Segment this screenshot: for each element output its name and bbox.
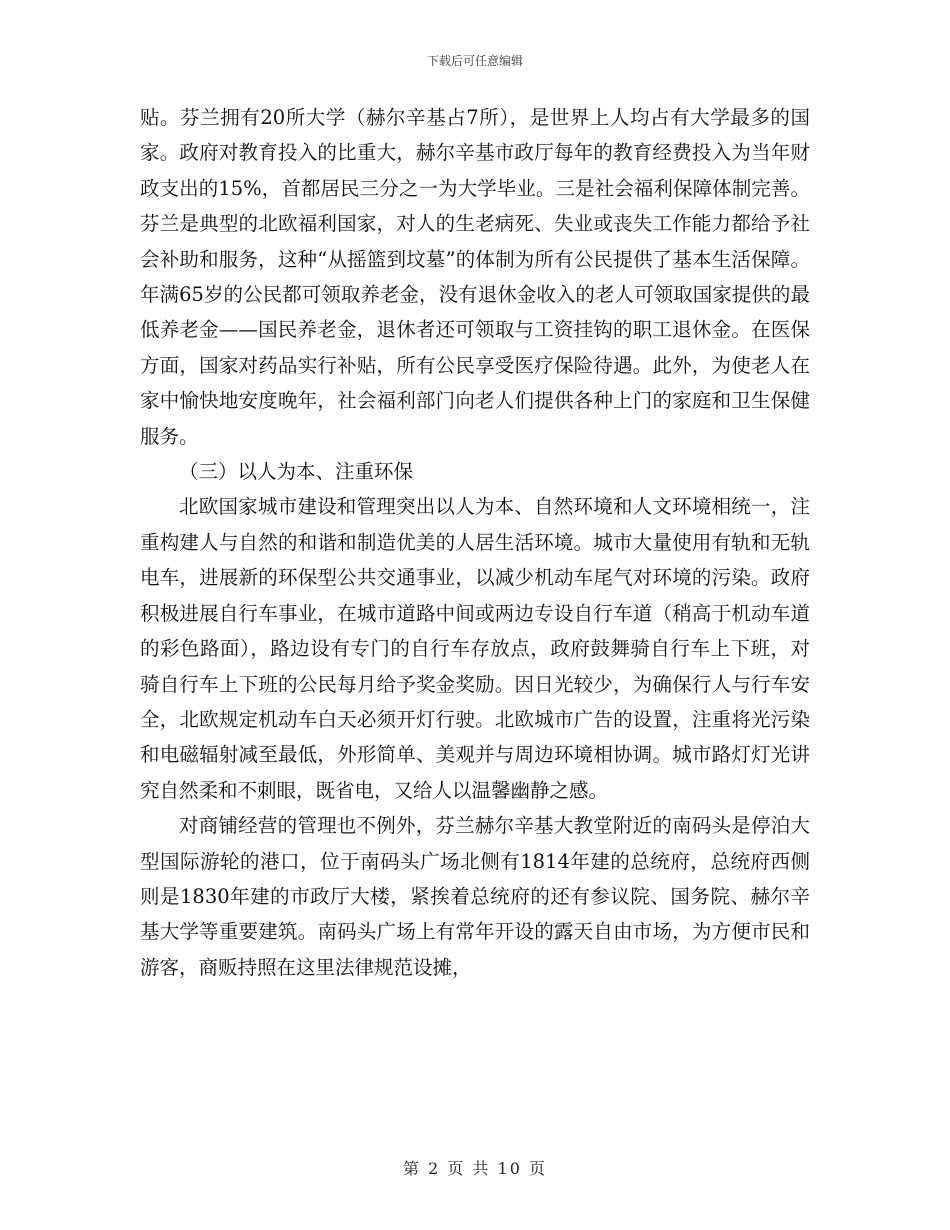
page-footer: 第 2 页 共 10 页	[403, 1159, 547, 1178]
section-heading: （三）以人为本、注重环保	[179, 460, 414, 484]
paragraph-welfare: 贴。芬兰拥有20所大学（赫尔辛基占7所），是世界上人均占有大学最多的国家。政府对教育投入的比重大，赫尔辛基市政厅每年的教育经费投入为当年财政支出的15%，首都居民三分之一为大学毕业。三是社会福利保障体制完善。芬兰是典型的北欧福利国家，对人的生老病死、失业或丧失工作能力都给予社会补助和服务，这种“从摇篮到坟墓”的体制为所有公民提供了基本生活保障。年满65岁的公民都可领取养老金，没有退休金收入的老人可领取国家提供的最低养老金——国民养老金，退休者还可领取与工资挂钩的职工退休金。在医保方面，国家对药品实行补贴，所有公民享受医疗保险待遇。此外，为使老人在家中愉快地安度晚年，社会福利部门向老人们提供各种上门的家庭和卫生保健服务。	[140, 106, 810, 448]
page-header: 下载后可任意编辑	[426, 54, 523, 68]
paragraph-market: 对商铺经营的管理也不例外，芬兰赫尔辛基大教堂附近的南码头是停泊大型国际游轮的港口，位于南码头广场北侧有1814年建的总统府，总统府西侧则是1830年建的市政厅大楼，紧挨着总统府的还有参议院、国务院、赫尔辛基大学等重要建筑。南码头广场上有常年开设的露天自由市场，为方便市民和游客，商贩持照在这里法律规范设摊，	[140, 814, 810, 979]
document-body	[140, 100, 810, 985]
paragraph-environment: 北欧国家城市建设和管理突出以人为本、自然环境和人文环境相统一，注重构建人与自然的和谐和制造优美的人居生活环境。城市大量使用有轨和无轨电车，进展新的环保型公共交通事业，以减少机动车尾气对环境的污染。政府积极进展自行车事业，在城市道路中间或两边专设自行车道（稍高于机动车道的彩色路面），路边设有专门的自行车存放点，政府鼓舞骑自行车上下班，对骑自行车上下班的公民每月给予奖金奖励。因日光较少，为确保行人与行车安全，北欧规定机动车白天必须开灯行驶。北欧城市广告的设置，注重将光污染和电磁辐射减至最低，外形简单、美观并与周边环境相协调。城市路灯灯光讲究自然柔和不刺眼，既省电，又给人以温馨幽静之感。	[140, 495, 810, 802]
